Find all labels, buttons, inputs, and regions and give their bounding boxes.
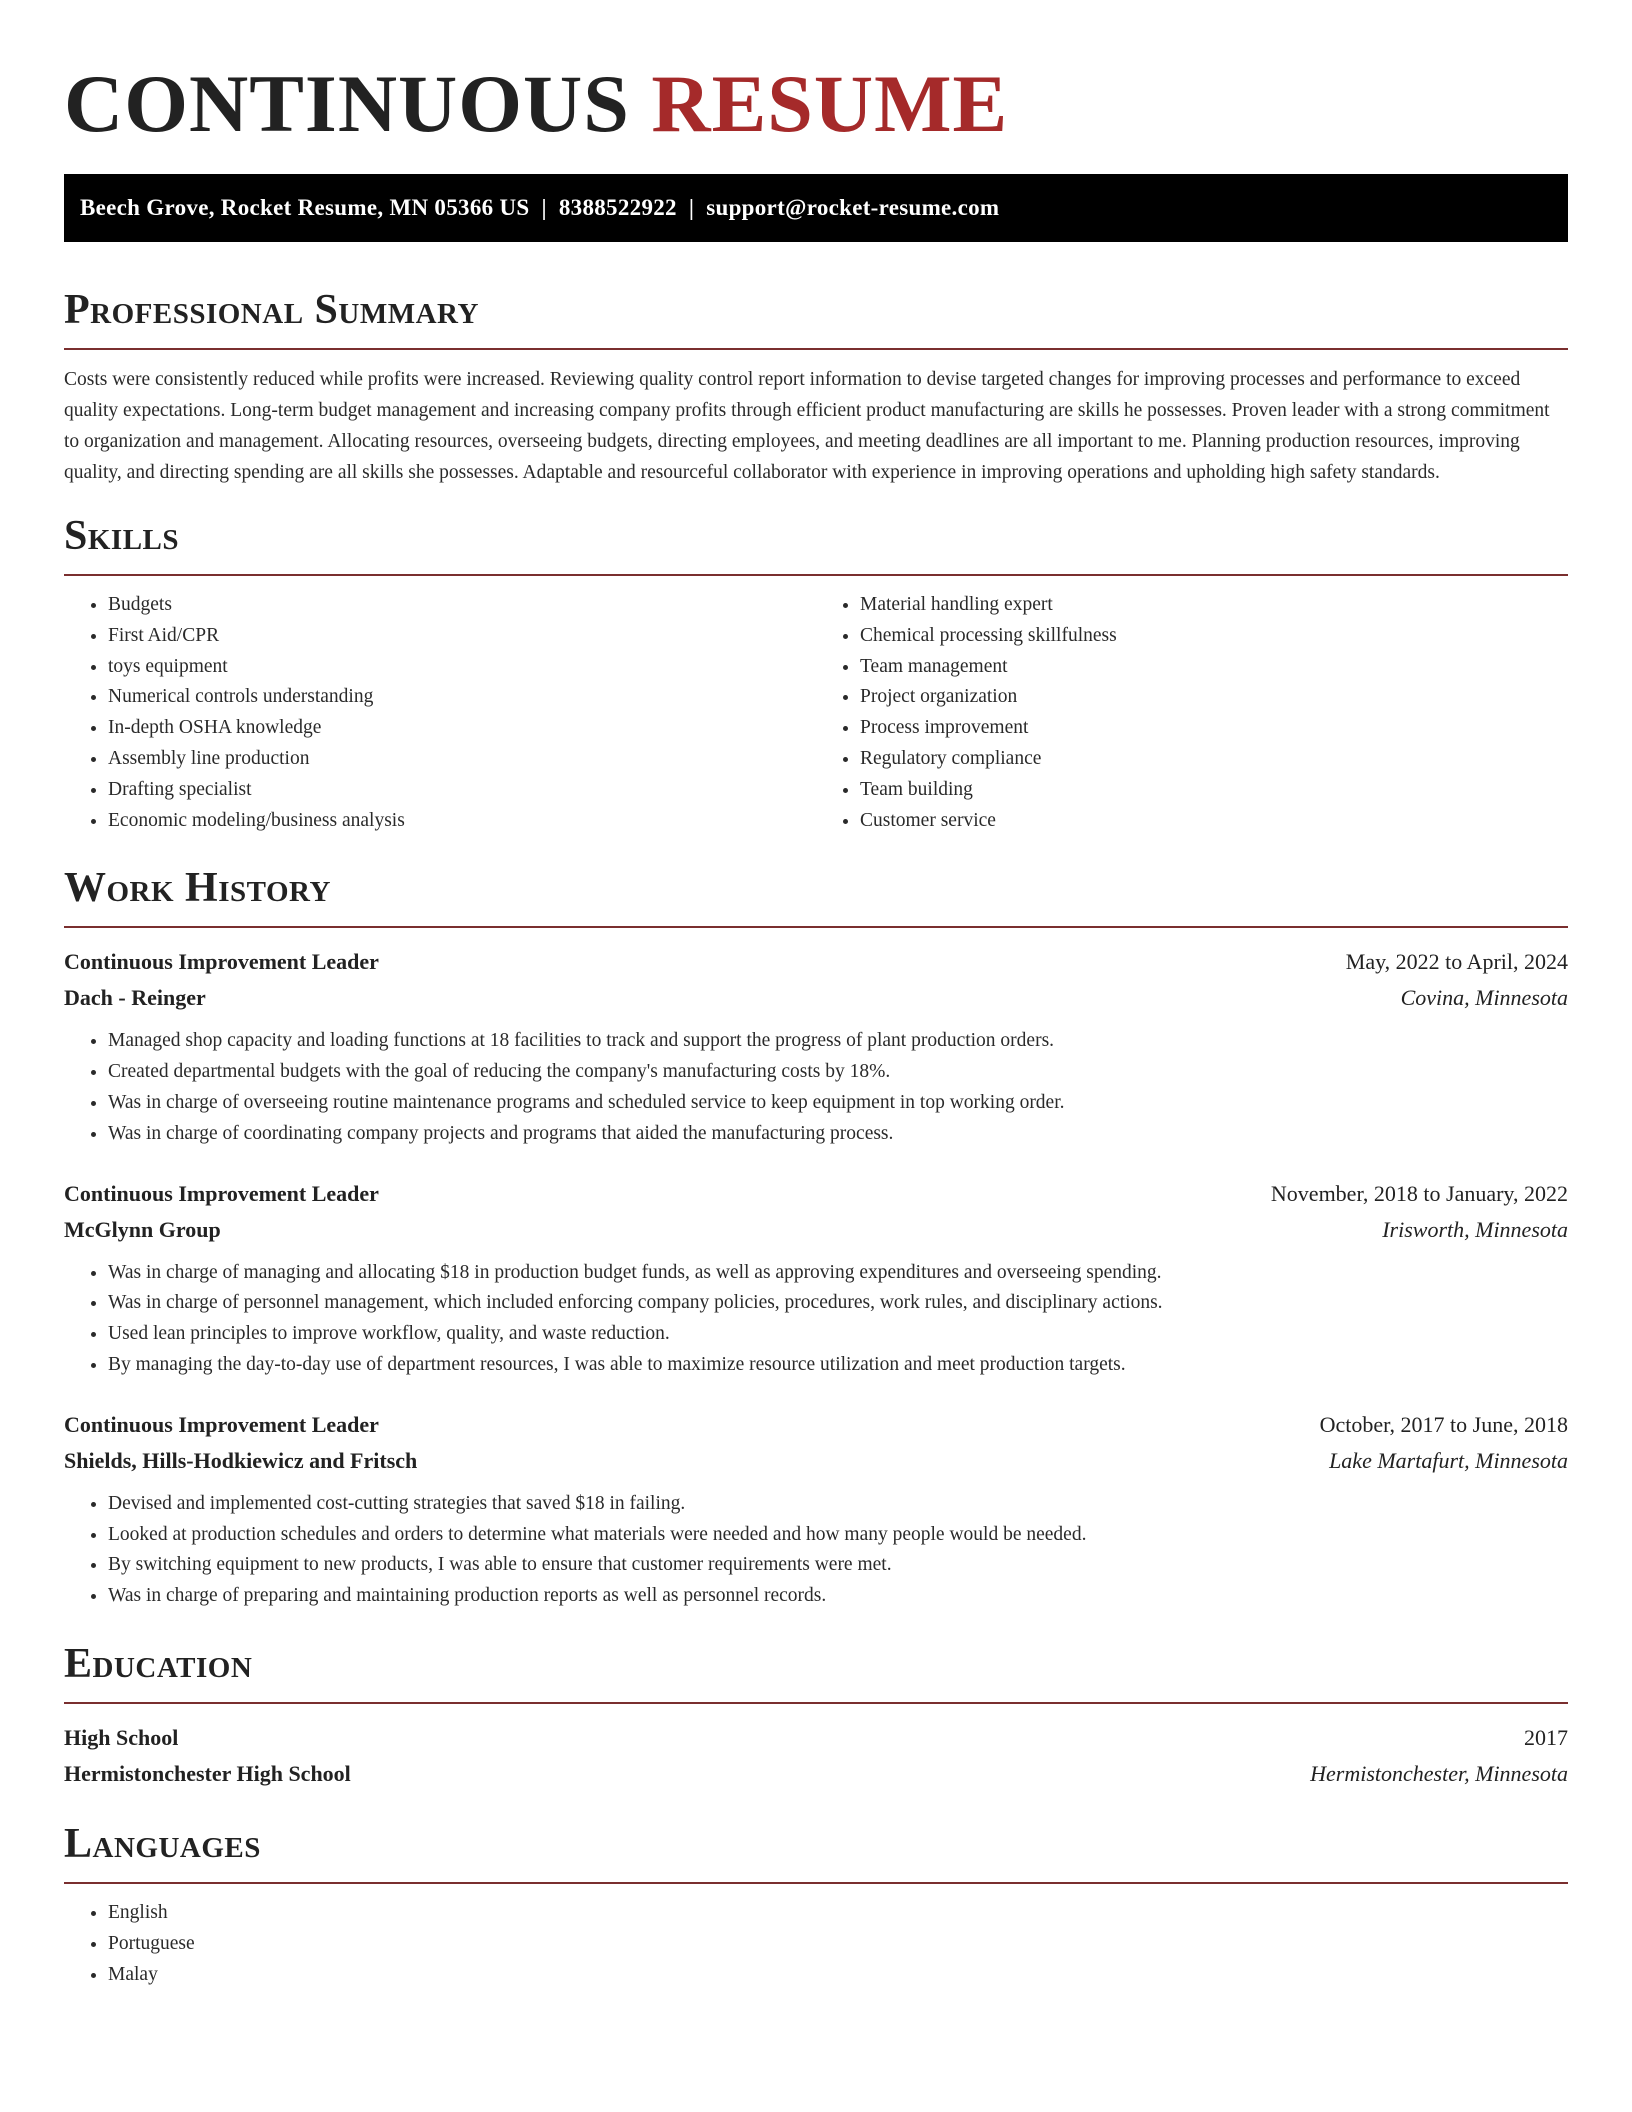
job-bullet: • Used lean principles to improve workflow, quality, and waste reduction. — [108, 1319, 1568, 1350]
last-name: RESUME — [651, 58, 1009, 149]
skill-item: • Numerical controls understanding — [108, 682, 816, 713]
language-item: • Malay — [108, 1960, 1568, 1991]
candidate-name — [64, 0, 1568, 150]
summary-heading: Professional Summary — [64, 287, 479, 333]
job-bullet: • Created departmental budgets with the goal of reducing the company's manufacturing costs by 18%. — [108, 1057, 1568, 1088]
skill-item: • Assembly line production — [108, 744, 816, 775]
job-bullets — [64, 1258, 1568, 1381]
job-title: Continuous Improvement Leader — [64, 1411, 379, 1437]
job-bullet: • Was in charge of coordinating company projects and programs that aided the manufacturing process. — [108, 1119, 1568, 1150]
job-location: Irisworth, Minnesota — [1382, 1216, 1568, 1242]
languages-list — [64, 1898, 1568, 1990]
skills-list-right — [816, 590, 1568, 836]
job-entry — [64, 944, 1568, 1149]
job-dates: May, 2022 to April, 2024 — [1345, 949, 1568, 975]
job-location: Lake Martafurt, Minnesota — [1329, 1447, 1568, 1473]
skill-item: • Customer service — [860, 806, 1568, 837]
section-divider — [64, 1882, 1568, 1884]
job-header-row — [64, 944, 1568, 980]
job-company: Dach - Reinger — [64, 985, 206, 1011]
job-header-row — [64, 1176, 1568, 1212]
education-heading: Education — [64, 1640, 253, 1687]
job-bullet: • Was in charge of managing and allocating $18 in production budget funds, as well as approving expenditures and overseeing spending. — [108, 1258, 1568, 1289]
job-bullet: • By switching equipment to new products, I was able to ensure that customer requirements were met. — [108, 1550, 1568, 1581]
skills-list-left — [64, 590, 816, 836]
job-location: Covina, Minnesota — [1400, 985, 1568, 1011]
skill-item: • toys equipment — [108, 652, 816, 683]
summary-section — [64, 284, 1568, 488]
job-company: McGlynn Group — [64, 1216, 221, 1242]
education-school-row — [64, 1756, 1568, 1792]
skills-heading: Skills — [64, 513, 180, 559]
skill-item: • In-depth OSHA knowledge — [108, 713, 816, 744]
skill-item: • Team management — [860, 652, 1568, 683]
language-item: • Portuguese — [108, 1929, 1568, 1960]
job-bullet: • Looked at production schedules and orders to determine what materials were needed and how many people would be needed. — [108, 1520, 1568, 1551]
contact-phone: 8388522922 — [558, 195, 677, 220]
contact-separator: | — [541, 195, 547, 220]
work-history-heading: Work History — [64, 865, 331, 912]
skill-item: • Material handling expert — [860, 590, 1568, 621]
skill-item: • Team building — [860, 775, 1568, 806]
contact-email: support@rocket-resume.com — [706, 195, 1000, 220]
contact-address: Beech Grove, Rocket Resume, MN 05366 US — [80, 195, 530, 220]
education-section — [64, 1638, 1568, 1792]
job-header-row — [64, 1407, 1568, 1443]
contact-bar — [64, 174, 1568, 242]
first-name: CONTINUOUS — [64, 58, 630, 149]
job-bullet: • Was in charge of overseeing routine maintenance programs and scheduled service to keep equipment in top working order. — [108, 1088, 1568, 1119]
job-bullet: • Managed shop capacity and loading functions at 18 facilities to track and support the progress of plant production orders. — [108, 1026, 1568, 1057]
skill-item: • First Aid/CPR — [108, 621, 816, 652]
job-bullet: • Devised and implemented cost-cutting strategies that saved $18 in failing. — [108, 1489, 1568, 1520]
job-title: Continuous Improvement Leader — [64, 949, 379, 975]
section-divider — [64, 926, 1568, 928]
skills-columns — [64, 576, 1568, 836]
skill-item: • Process improvement — [860, 713, 1568, 744]
skills-section — [64, 510, 1568, 836]
contact-separator: | — [688, 195, 695, 220]
job-bullet: • Was in charge of preparing and maintaining production reports as well as personnel records. — [108, 1581, 1568, 1612]
education-year: 2017 — [1524, 1724, 1568, 1750]
job-company-row — [64, 1443, 1568, 1479]
language-item: • English — [108, 1898, 1568, 1929]
job-dates: October, 2017 to June, 2018 — [1319, 1411, 1568, 1437]
job-company-row — [64, 980, 1568, 1016]
skill-item: • Project organization — [860, 682, 1568, 713]
skill-item: • Regulatory compliance — [860, 744, 1568, 775]
job-entry — [64, 1176, 1568, 1381]
job-company: Shields, Hills-Hodkiewicz and Fritsch — [64, 1447, 418, 1473]
job-bullet: • By managing the day-to-day use of department resources, I was able to maximize resource utilization and meet production targets. — [108, 1350, 1568, 1381]
job-title: Continuous Improvement Leader — [64, 1180, 379, 1206]
skill-item: • Drafting specialist — [108, 775, 816, 806]
section-divider — [64, 348, 1568, 350]
education-location: Hermistonchester, Minnesota — [1310, 1760, 1568, 1786]
job-company-row — [64, 1212, 1568, 1248]
languages-section — [64, 1818, 1568, 1990]
job-dates: November, 2018 to January, 2022 — [1270, 1180, 1568, 1206]
summary-text: Costs were consistently reduced while profits were increased. Reviewing quality control report information to devise targeted changes for improving processes and performance to exceed quality expectations. Long-term budget management and increasing company profits through efficient product manufacturing are skills he possesses. Proven leader with a strong commitment to organization and management. Allocating resources, overseeing budgets, directing employees, and meeting deadlines are all important to me. Planning production resources, improving quality, and directing spending are all skills she possesses. Adaptable and resourceful collaborator with experience in improving operations and upholding high safety standards. — [64, 369, 1550, 483]
job-bullets — [64, 1489, 1568, 1612]
job-bullet: • Was in charge of personnel management, which included enforcing company policies, procedures, work rules, and disciplinary actions. — [108, 1288, 1568, 1319]
work-history-section — [64, 862, 1568, 1612]
education-entry — [64, 1720, 1568, 1792]
job-bullets — [64, 1026, 1568, 1149]
skill-item: • Economic modeling/business analysis — [108, 806, 816, 837]
education-degree: High School — [64, 1724, 179, 1750]
section-divider — [64, 1702, 1568, 1704]
job-entry — [64, 1407, 1568, 1612]
languages-heading: Languages — [64, 1820, 261, 1867]
education-school: Hermistonchester High School — [64, 1760, 351, 1786]
skill-item: • Budgets — [108, 590, 816, 621]
education-degree-row — [64, 1720, 1568, 1756]
skill-item: • Chemical processing skillfulness — [860, 621, 1568, 652]
